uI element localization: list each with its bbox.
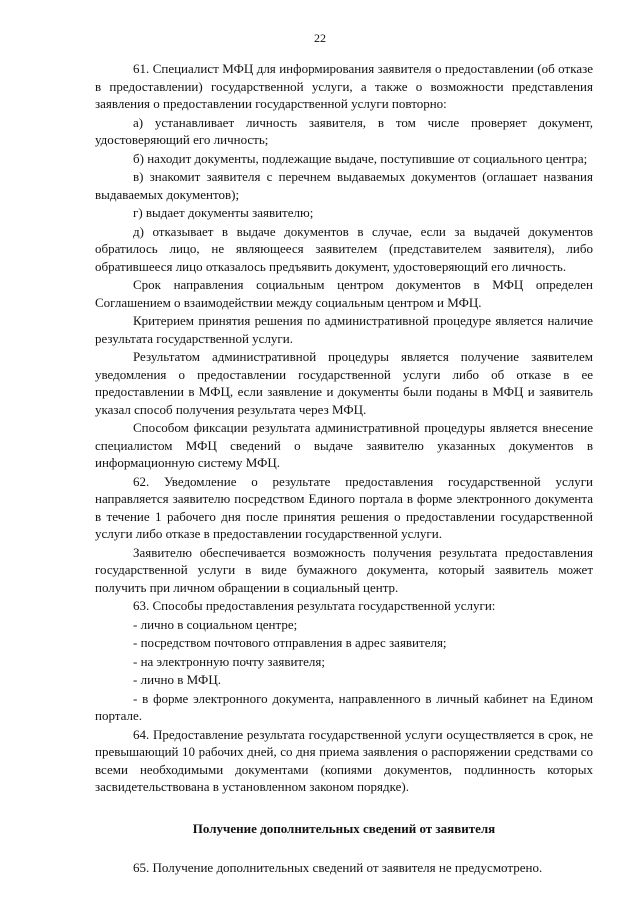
list-item-b: б) находит документы, подлежащие выдаче, поступившие от социального центра; [133, 150, 588, 166]
paragraph-63: 63. Способы предоставления результата государственной услуги: [133, 598, 496, 613]
paragraph-64: 64. Предоставление результата государственной услуги осуществляется в срок, не превышающий 10 рабочих дней, со дня приема заявления о распоряжении средствами со всеми необходимыми документами (копиями документов, подлинность которых засвидетельствована в установленном законом порядке). [95, 726, 593, 794]
list-item-d: д) отказывает в выдаче документов в случае, если за выдачей документов обратилось лицо, не являющееся заявителем (представителем заявителя), либо обратившееся лицо отказалось предъявить документ, удостоверяющий его личность. [95, 223, 593, 274]
method-item-social-center: - лично в социальном центре; [133, 616, 298, 632]
paragraph-61: 61. Специалист МФЦ для информирования заявителя о предоставлении (об отказе в предоставлении) государственной услуги, а также о возможности представления заявления о предоставлении государственной услуги повторно: [95, 61, 593, 111]
section-heading: Получение дополнительных сведений от заявителя [192, 820, 496, 836]
paragraph-deadline: Срок направления социальным центром документов в МФЦ определен Соглашением о взаимодействии между социальным центром и МФЦ. [95, 277, 593, 310]
paragraph-result: Результатом административной процедуры является получение заявителем уведомления о предоставлении государственной услуги либо об отказе в ее предоставлении в МФЦ, если заявление и документы были поданы в МФЦ и заявитель указал способ получения результата через МФЦ. [95, 349, 593, 417]
paragraph-62: 62. Уведомление о результате предоставления государственной услуги направляется заявителю посредством Единого портала в форме электронного документа в течение 1 рабочего дня после принятия решения о предоставлении государственной услуги либо отказе в предоставлении государственной услуги. [95, 473, 593, 541]
method-item-portal: - в форме электронного документа, направленного в личный кабинет на Едином портале. [95, 690, 593, 723]
method-item-mfc: - лично в МФЦ. [133, 672, 221, 687]
list-item-v: в) знакомит заявителя с перечнем выдаваемых документов (оглашает названия выдаваемых документов); [95, 169, 593, 202]
paragraph-fixation: Способом фиксации результата административной процедуры является внесение специалистом МФЦ сведений о выдаче заявителю указанных документов в информационную систему МФЦ. [95, 420, 593, 470]
paragraph-paper-copy: Заявителю обеспечивается возможность получения результата предоставления государственной услуги в виде бумажного документа, который заявитель может получить при личном обращении в социальный центр. [95, 544, 593, 595]
document-body [95, 60, 593, 877]
method-item-post: - посредством почтового отправления в адрес заявителя; [133, 635, 447, 650]
paragraph-65: 65. Получение дополнительных сведений от заявителя не предусмотрено. [133, 860, 543, 875]
paragraph-criterion: Критерием принятия решения по административной процедуре является наличие результата государственной услуги. [95, 313, 593, 346]
method-item-email: - на электронную почту заявителя; [133, 653, 325, 669]
list-item-g: г) выдает документы заявителю; [133, 205, 314, 220]
list-item-a: а) устанавливает личность заявителя, в том числе проверяет документ, удостоверяющий его личность; [95, 114, 593, 147]
page-number: 22 [314, 31, 326, 45]
